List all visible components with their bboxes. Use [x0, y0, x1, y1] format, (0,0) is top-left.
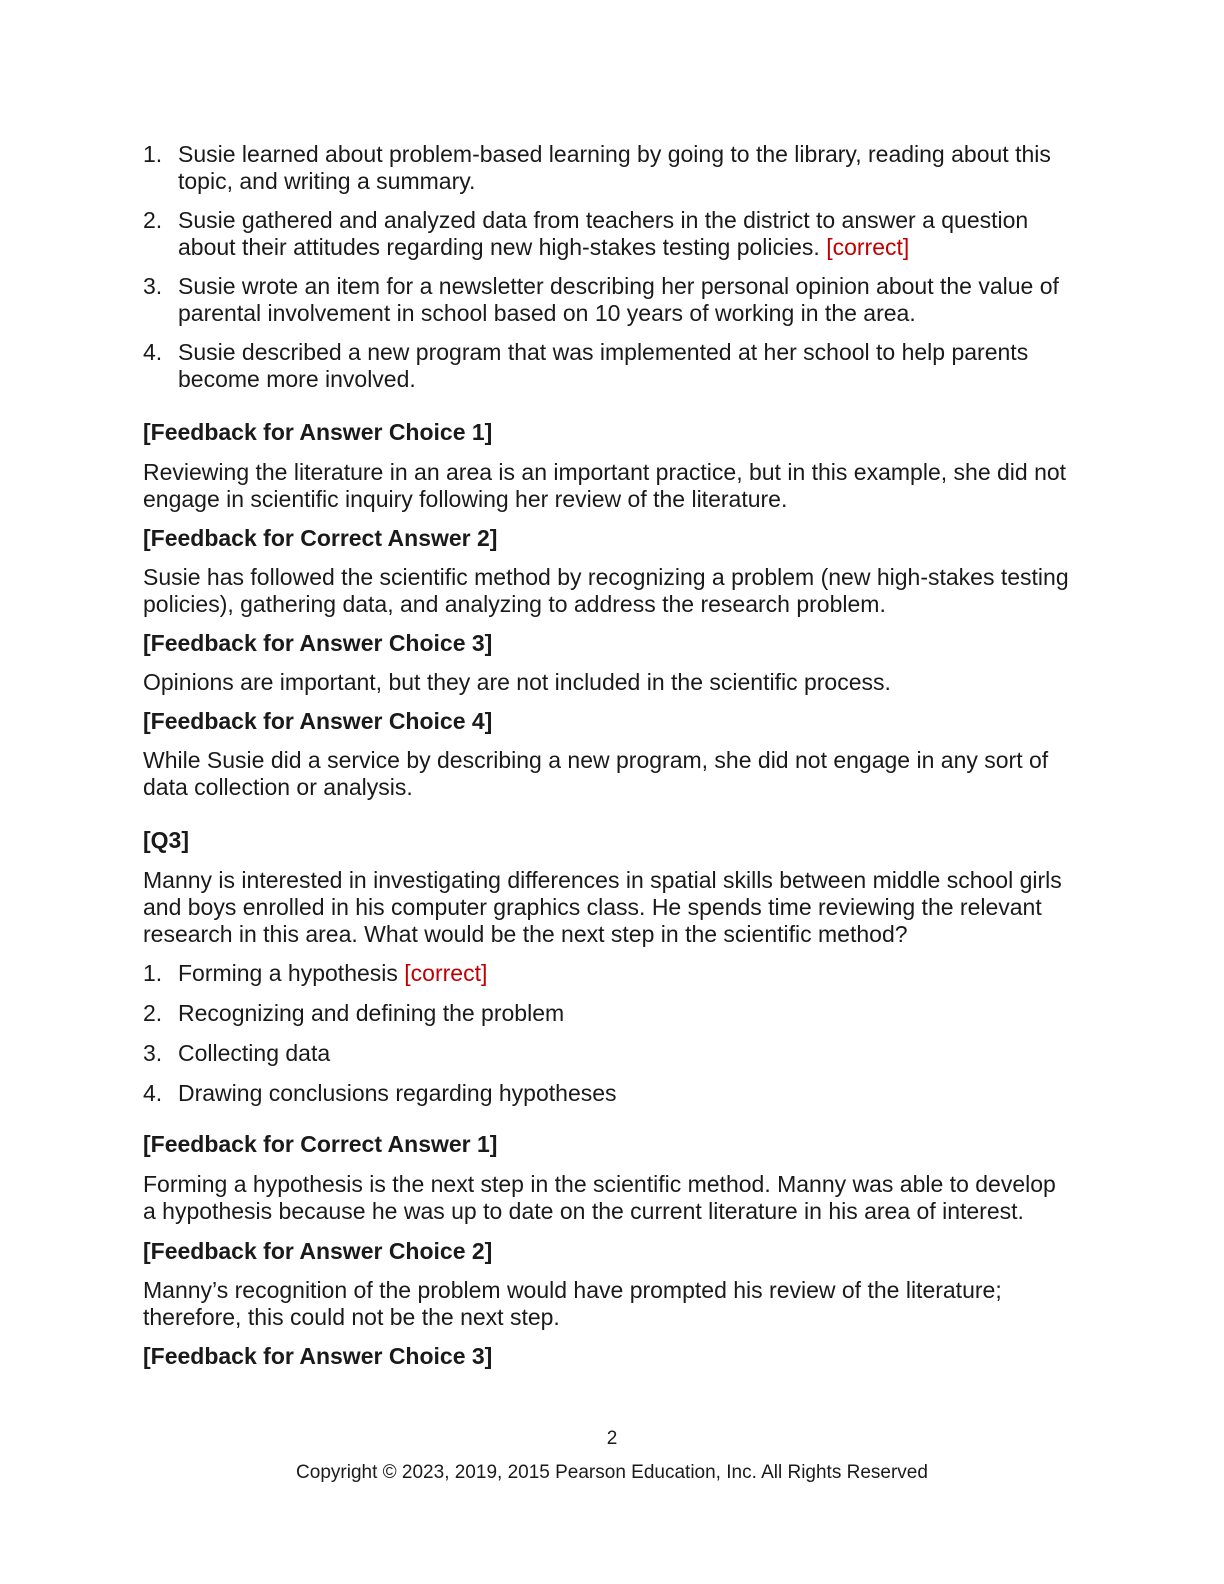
feedback-text: Manny’s recognition of the problem would have prompted his review of the literature; therefore, this could not be the next step. [143, 1277, 1002, 1330]
choice-text: Susie learned about problem-based learning by going to the library, reading about this topic, and writing a summary. [178, 141, 1051, 194]
choice-number: 2. [143, 207, 163, 233]
choice-number: 4. [143, 339, 163, 365]
choice-text: Susie wrote an item for a newsletter describing her personal opinion about the value of parental involvement in school based on 10 years of working in the area. [178, 273, 1059, 326]
q3-choice-1 [143, 960, 1073, 987]
choice-number: 1. [143, 960, 163, 986]
feedback-heading: [Feedback for Answer Choice 4] [143, 708, 493, 734]
choice-number: 2. [143, 1000, 163, 1026]
q2-choice-1 [143, 141, 1073, 195]
page-number: 2 [606, 1428, 618, 1449]
q2-choice-list [143, 141, 1073, 393]
choice-number: 3. [143, 273, 163, 299]
choice-text: Susie gathered and analyzed data from teachers in the district to answer a question about their attitudes regarding new high-stakes testing policies. [178, 207, 1029, 260]
question-stem: Manny is interested in investigating differences in spatial skills between middle school girls and boys enrolled in his computer graphics class. He spends time reviewing the relevant research in this area. What would be the next step in the scientific method? [143, 867, 1062, 947]
feedback-heading: [Feedback for Answer Choice 1] [143, 419, 493, 445]
choice-text: Forming a hypothesis [178, 960, 405, 986]
correct-tag: [correct] [826, 234, 910, 260]
choice-number: 4. [143, 1080, 163, 1106]
feedback-text: While Susie did a service by describing a new program, she did not engage in any sort of data collection or analysis. [143, 747, 1049, 800]
choice-text: Collecting data [178, 1040, 331, 1066]
choice-number: 1. [143, 141, 163, 167]
copyright-notice: Copyright © 2023, 2019, 2015 Pearson Education, Inc. All Rights Reserved [296, 1462, 928, 1483]
q3-choice-4 [143, 1080, 1073, 1107]
choice-text: Susie described a new program that was implemented at her school to help parents become more involved. [178, 339, 1029, 392]
choice-number: 3. [143, 1040, 163, 1066]
feedback-text: Forming a hypothesis is the next step in the scientific method. Manny was able to develop a hypothesis because he was up to date on the current literature in his area of interest. [143, 1171, 1056, 1224]
q3-choice-list [143, 960, 1073, 1107]
feedback-text: Opinions are important, but they are not included in the scientific process. [143, 669, 891, 695]
feedback-text: Reviewing the literature in an area is an important practice, but in this example, she did not engage in scientific inquiry following her review of the literature. [143, 459, 1067, 512]
feedback-heading: [Feedback for Answer Choice 3] [143, 1343, 493, 1369]
q2-choice-4 [143, 339, 1073, 393]
q2-choice-2 [143, 207, 1073, 261]
feedback-text: Susie has followed the scientific method by recognizing a problem (new high-stakes testing policies), gathering data, and analyzing to address the research problem. [143, 564, 1069, 617]
document-body [143, 141, 1073, 1370]
q3-choice-3 [143, 1040, 1073, 1067]
feedback-heading: [Feedback for Correct Answer 1] [143, 1131, 498, 1157]
choice-text: Recognizing and defining the problem [178, 1000, 565, 1026]
feedback-heading: [Feedback for Answer Choice 3] [143, 630, 493, 656]
q3-choice-2 [143, 1000, 1073, 1027]
choice-text: Drawing conclusions regarding hypotheses [178, 1080, 617, 1106]
question-label: [Q3] [143, 827, 189, 853]
q2-choice-3 [143, 273, 1073, 327]
feedback-heading: [Feedback for Correct Answer 2] [143, 525, 498, 551]
feedback-heading: [Feedback for Answer Choice 2] [143, 1238, 493, 1264]
correct-tag: [correct] [404, 960, 488, 986]
